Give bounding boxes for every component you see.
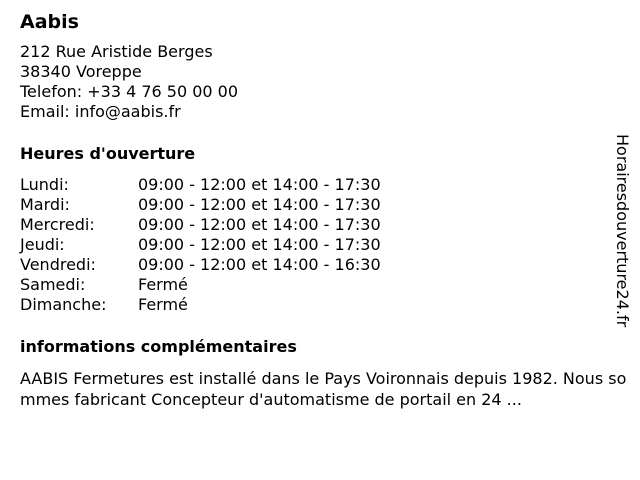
hours-time-value: 09:00 - 12:00 et 14:00 - 17:30 [138,195,381,214]
hours-time-value: Fermé [138,275,188,294]
hours-time-value: Fermé [138,295,188,314]
info-heading: informations complémentaires [20,337,297,356]
hours-time-value: 09:00 - 12:00 et 14:00 - 17:30 [138,235,381,254]
hours-row-friday [20,255,620,275]
hours-day-label: Mercredi: [20,215,95,234]
hours-day-label: Dimanche: [20,295,107,314]
hours-row-thursday [20,235,620,255]
hours-time-value: 09:00 - 12:00 et 14:00 - 17:30 [138,215,381,234]
hours-day-label: Vendredi: [20,255,96,274]
hours-row-sunday [20,295,620,315]
hours-day-label: Lundi: [20,175,69,194]
hours-heading: Heures d'ouverture [20,144,196,163]
address-street: 212 Rue Aristide Berges [20,42,213,61]
hours-time-value: 09:00 - 12:00 et 14:00 - 16:30 [138,255,381,274]
business-name: Aabis [20,11,79,33]
email-address: Email: info@aabis.fr [20,102,181,121]
hours-row-saturday [20,275,620,295]
hours-row-tuesday [20,195,620,215]
business-description: AABIS Fermetures est installé dans le Pays Voironnais depuis 1982. Nous sommes fabricant Concepteur d'automatisme de portail en 24 ... [20,369,627,409]
hours-day-label: Samedi: [20,275,86,294]
opening-hours-table [20,175,620,315]
address-city: 38340 Voreppe [20,62,142,81]
site-watermark: Horairesdouverture24.fr [613,134,632,328]
hours-day-label: Jeudi: [20,235,65,254]
hours-time-value: 09:00 - 12:00 et 14:00 - 17:30 [138,175,381,194]
hours-row-wednesday [20,215,620,235]
hours-day-label: Mardi: [20,195,70,214]
hours-row-monday [20,175,620,195]
phone-number: Telefon: +33 4 76 50 00 00 [20,82,239,101]
